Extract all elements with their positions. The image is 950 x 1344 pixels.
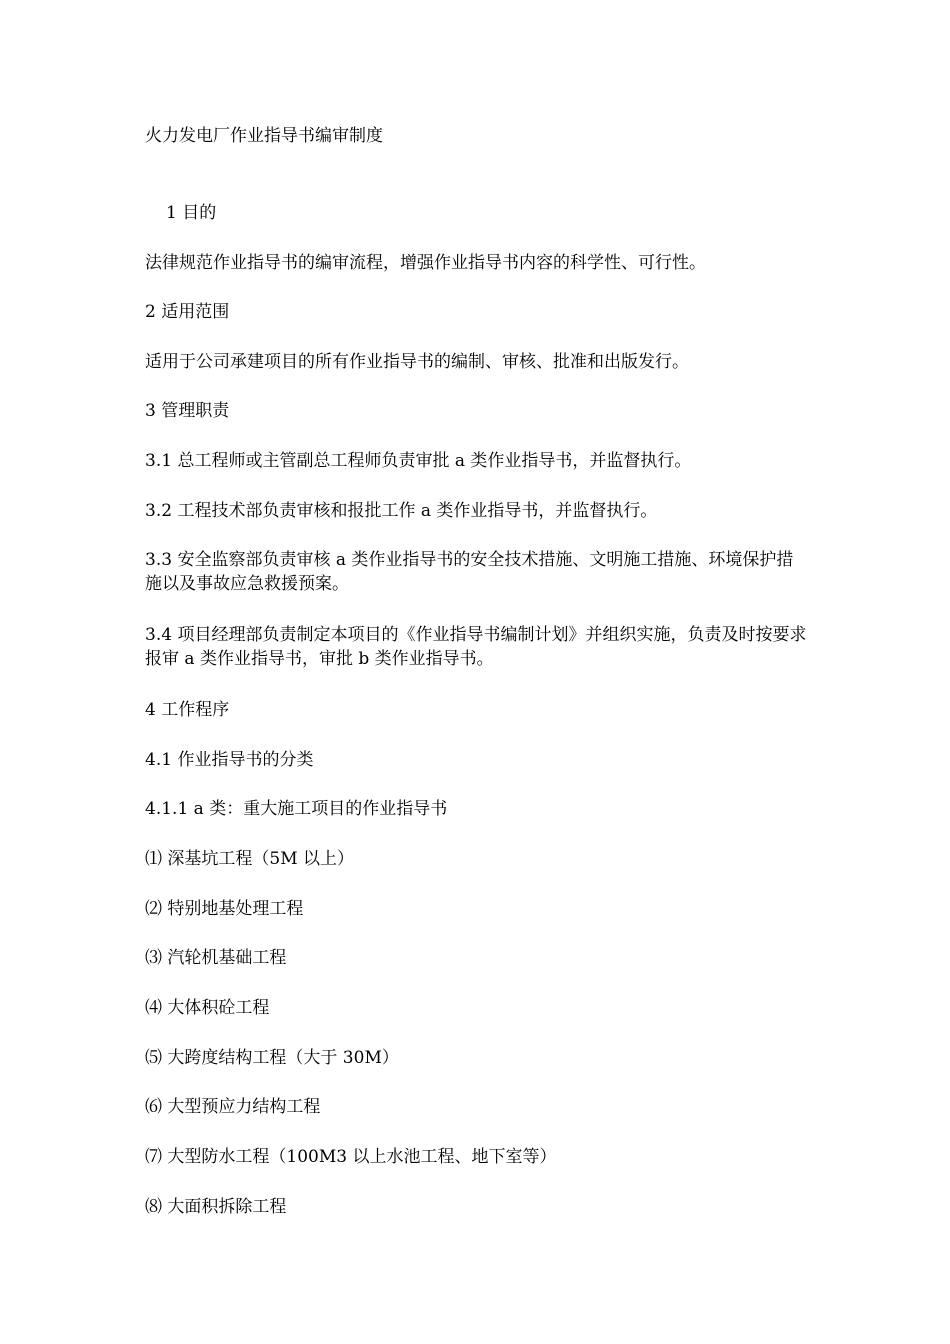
list-item: ⑸ 大跨度结构工程（大于 30M） [145,1048,399,1068]
paragraph-scope: 适用于公司承建项目的所有作业指导书的编制、审核、批准和出版发行。 [145,352,689,372]
list-item: ⑹ 大型预应力结构工程 [145,1097,321,1117]
list-item: ⑶ 汽轮机基础工程 [145,948,287,968]
section-heading-1: 1 目的 [166,203,217,223]
section-heading-2: 2 适用范围 [145,302,230,322]
paragraph-3-2: 3.2 工程技术部负责审核和报批工作 a 类作业指导书，并监督执行。 [145,501,658,521]
paragraph-3-4: 3.4 项目经理部负责制定本项目的《作业指导书编制计划》并组织实施，负责及时按要求报审 a 类作业指导书，审批 b 类作业指导书。 [145,625,807,669]
list-item: ⑵ 特别地基处理工程 [145,899,304,919]
subsection-4-1: 4.1 作业指导书的分类 [145,750,314,770]
paragraph-3-1: 3.1 总工程师或主管副总工程师负责审批 a 类作业指导书，并监督执行。 [145,451,692,471]
section-heading-3: 3 管理职责 [145,401,230,421]
list-item: ⑻ 大面积拆除工程 [145,1197,287,1217]
document-title: 火力发电厂作业指导书编审制度 [145,126,383,146]
paragraph-purpose: 法律规范作业指导书的编审流程，增强作业指导书内容的科学性、可行性。 [145,253,706,273]
subsection-4-1-1: 4.1.1 a 类：重大施工项目的作业指导书 [145,799,448,819]
list-item: ⑺ 大型防水工程（100M3 以上水池工程、地下室等） [145,1147,557,1167]
section-heading-4: 4 工作程序 [145,700,230,720]
paragraph-3-3: 3.3 安全监察部负责审核 a 类作业指导书的安全技术措施、文明施工措施、环境保护措施以及事故应急救援预案。 [145,550,794,594]
list-item: ⑴ 深基坑工程（5M 以上） [145,849,355,869]
list-item: ⑷ 大体积砼工程 [145,998,270,1018]
